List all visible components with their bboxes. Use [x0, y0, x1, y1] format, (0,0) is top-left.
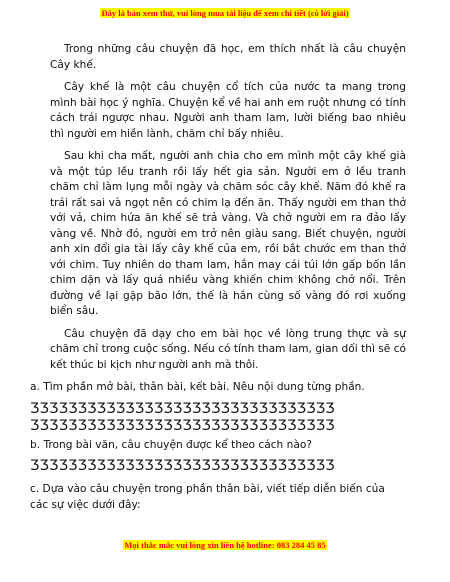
paragraph-intro: Trong những câu chuyện đã học, em thích nhất là câu chuyện Cây khế. — [50, 43, 406, 71]
answer-line: ǮǮǮǮǮǮǮǮǮǮǮǮǮǮǮǮǮǮǮǮǮǮǮǮǮǮǮǮǮǮǮǮ — [30, 418, 335, 434]
question-a: a. Tìm phần mở bài, thân bài, kết bài. Nêu nội dung từng phần. — [30, 381, 365, 393]
paragraph-story: Sau khi cha mất, người anh chia cho em mình một cây khế già và một túp lều tranh rồi lấy hết gia sản. Người em ở lều tranh chăm chỉ làm lụng mỗi ngày và chăm sóc cây khế. Năm đó khế ra trái rất sai và ngọt nên có chim lạ đến ăn. Thấy người em than thở với vả, chim hứa ăn khế sẽ trả vàng. Và chở người em ra đảo lấy vàng về. Nhờ đó, người em trở nên giàu sang. Biết chuyện, người anh xin đổi gia tài lấy cây khế của em, rồi bắt chước em than thở với chim. Tuy nhiên do tham lam, hắn may cái túi lớn gấp bốn lần chim dặn và lấy quá nhiều vàng khiến chim không chở nổi. Trên đường về lại gặp bão lớn, thế là hắn cùng số vàng đó rơi xuống biển sâu. — [50, 150, 406, 317]
paragraph-summary: Cây khế là một câu chuyện cổ tích của nước ta mang trong mình bài học ý nghĩa. Chuyện kể về hai anh em ruột nhưng có tính cách trái ngược nhau. Người anh tham lam, lười biếng bao nhiêu thì người em hiền lành, chăm chỉ bấy nhiêu. — [50, 81, 406, 140]
hotline-text: Mọi thắc mắc vui lòng xin liên hệ hotline: 083 284 45 85 — [124, 540, 326, 550]
answer-line: ǮǮǮǮǮǮǮǮǮǮǮǮǮǮǮǮǮǮǮǮǮǮǮǮǮǮǮǮǮǮǮǮ — [30, 401, 335, 417]
question-c: c. Dựa vào câu chuyện trong phần thân bài, viết tiếp diễn biến của các sự việc dưới đây: — [30, 483, 385, 511]
hotline-banner — [0, 540, 450, 550]
document-body — [30, 42, 406, 519]
question-b: b. Trong bài văn, câu chuyện được kể theo cách nào? — [30, 438, 312, 451]
paragraph-lesson: Câu chuyện đã dạy cho em bài học về lòng trung thực và sự chăm chỉ trong cuộc sống. Nếu có tính tham lam, gian dối thì sẽ có kết thúc bi kịch như người anh mà thôi. — [50, 327, 406, 371]
preview-notice-text: Đây là bản xem thử, vui lòng mua tài liệu để xem chi tiết (có lời giải) — [101, 8, 349, 18]
answer-lines-b — [30, 459, 406, 474]
answer-lines-a — [30, 401, 406, 434]
answer-line: ǮǮǮǮǮǮǮǮǮǮǮǮǮǮǮǮǮǮǮǮǮǮǮǮǮǮǮǮǮǮǮǮ — [30, 459, 335, 474]
preview-notice-banner — [0, 8, 450, 18]
